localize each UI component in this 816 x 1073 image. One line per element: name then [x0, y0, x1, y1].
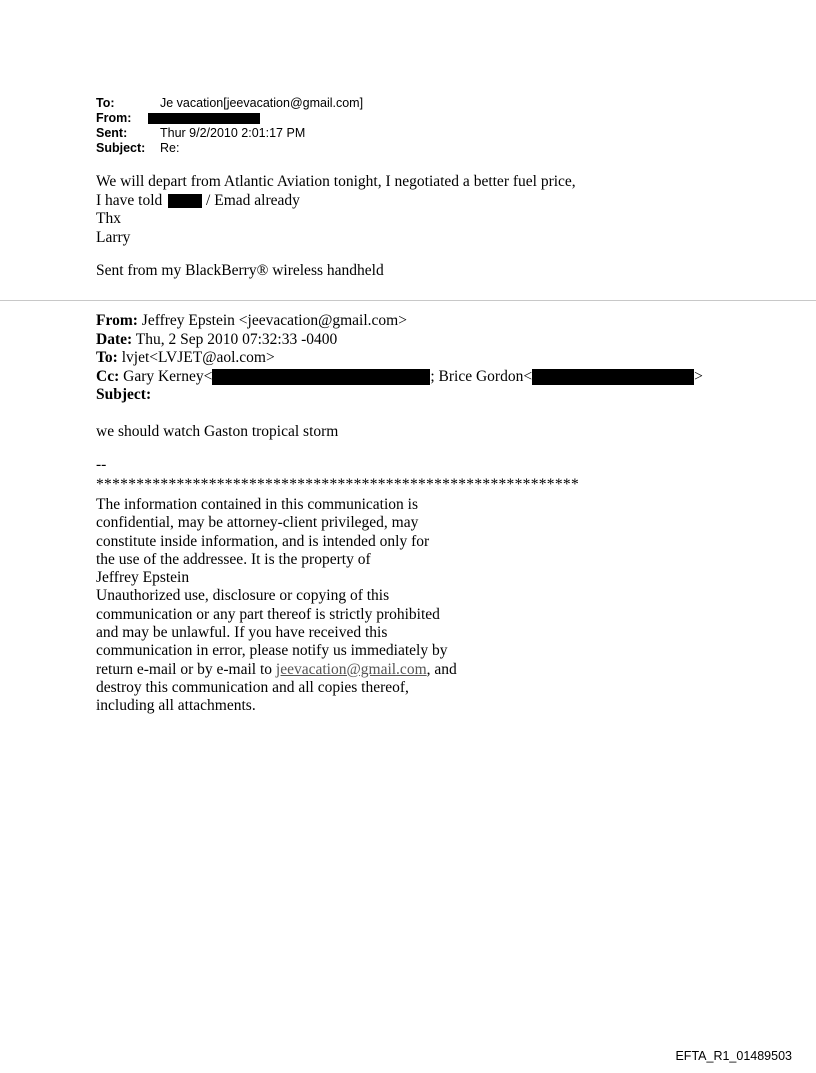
disclaimer-line: communication in error, please notify us immediately by [96, 642, 448, 660]
original-from-row [96, 312, 703, 331]
divider [0, 300, 816, 301]
subject-value: Re: [160, 141, 180, 155]
reply-line: Larry [96, 228, 131, 246]
to-value: Je vacation[jeevacation@gmail.com] [160, 96, 364, 110]
disclaimer-line: The information contained in this communication is [96, 496, 418, 513]
from-row [96, 111, 363, 126]
original-to-row [96, 349, 703, 368]
original-cc-row [96, 368, 703, 387]
original-message: we should watch Gaston tropical storm [96, 423, 339, 440]
subject-row [96, 141, 363, 156]
cc-name: ; Brice Gordon< [430, 367, 533, 385]
reply-text: I have told [96, 191, 163, 209]
reply-line: We will depart from Atlantic Aviation tonight, I negotiated a better fuel price, [96, 173, 576, 190]
original-date-label: Date: [96, 330, 133, 348]
disclaimer-line: destroy this communication and all copies thereof, [96, 678, 409, 696]
separator-dash: -- [96, 456, 107, 473]
redaction-bar [532, 369, 694, 385]
disclaimer-line: Jeffrey Epstein [96, 569, 190, 587]
redaction-bar [212, 369, 430, 385]
signature: Sent from my BlackBerry® wireless handheld [96, 262, 384, 279]
disclaimer-text: return e-mail or by e-mail to [96, 660, 276, 678]
sent-value: Thur 9/2/2010 2:01:17 PM [160, 126, 306, 140]
reply-body [96, 173, 576, 247]
reply-text: / Emad already [206, 191, 300, 209]
disclaimer [96, 496, 476, 716]
original-header [96, 312, 703, 405]
disclaimer-line [96, 661, 476, 679]
disclaimer-line: including all attachments. [96, 697, 256, 715]
disclaimer-line: communication or any part thereof is strictly prohibited [96, 605, 440, 623]
to-label: To: [96, 96, 115, 110]
sent-label: Sent: [96, 126, 128, 140]
disclaimer-line: and may be unlawful. If you have received this [96, 624, 388, 642]
email-link[interactable]: jeevacation@gmail.com [275, 660, 427, 678]
disclaimer-line: the use of the addressee. It is the property of [96, 550, 371, 568]
cc-end: > [694, 367, 703, 385]
original-cc-label: Cc: [96, 367, 120, 385]
original-date-value: Thu, 2 Sep 2010 07:32:33 -0400 [135, 330, 338, 348]
reply-line [96, 192, 576, 211]
original-from-value: Jeffrey Epstein <jeevacation@gmail.com> [141, 312, 407, 329]
disclaimer-text: , and [426, 660, 457, 678]
original-from-label: From: [96, 312, 138, 329]
disclaimer-line: constitute inside information, and is intended only for [96, 532, 430, 550]
original-to-label: To: [96, 349, 118, 366]
original-to-value: lvjet<LVJET@aol.com> [121, 349, 275, 366]
document-id: EFTA_R1_01489503 [675, 1049, 792, 1063]
reply-line: Thx [96, 210, 121, 227]
redaction-bar [148, 113, 260, 124]
cc-name: Gary Kerney< [123, 367, 213, 385]
redaction-bar [168, 194, 202, 208]
original-subject-row [96, 386, 703, 405]
disclaimer-line: Unauthorized use, disclosure or copying of this [96, 587, 390, 605]
email-header [96, 96, 363, 156]
subject-label: Subject: [96, 141, 146, 155]
to-row [96, 96, 363, 111]
separator-stars: ************************************************************ [96, 476, 579, 493]
sent-row [96, 126, 363, 141]
from-label: From: [96, 111, 132, 125]
original-subject-label: Subject: [96, 386, 152, 403]
disclaimer-line: confidential, may be attorney-client privileged, may [96, 514, 419, 532]
original-date-row [96, 331, 703, 350]
